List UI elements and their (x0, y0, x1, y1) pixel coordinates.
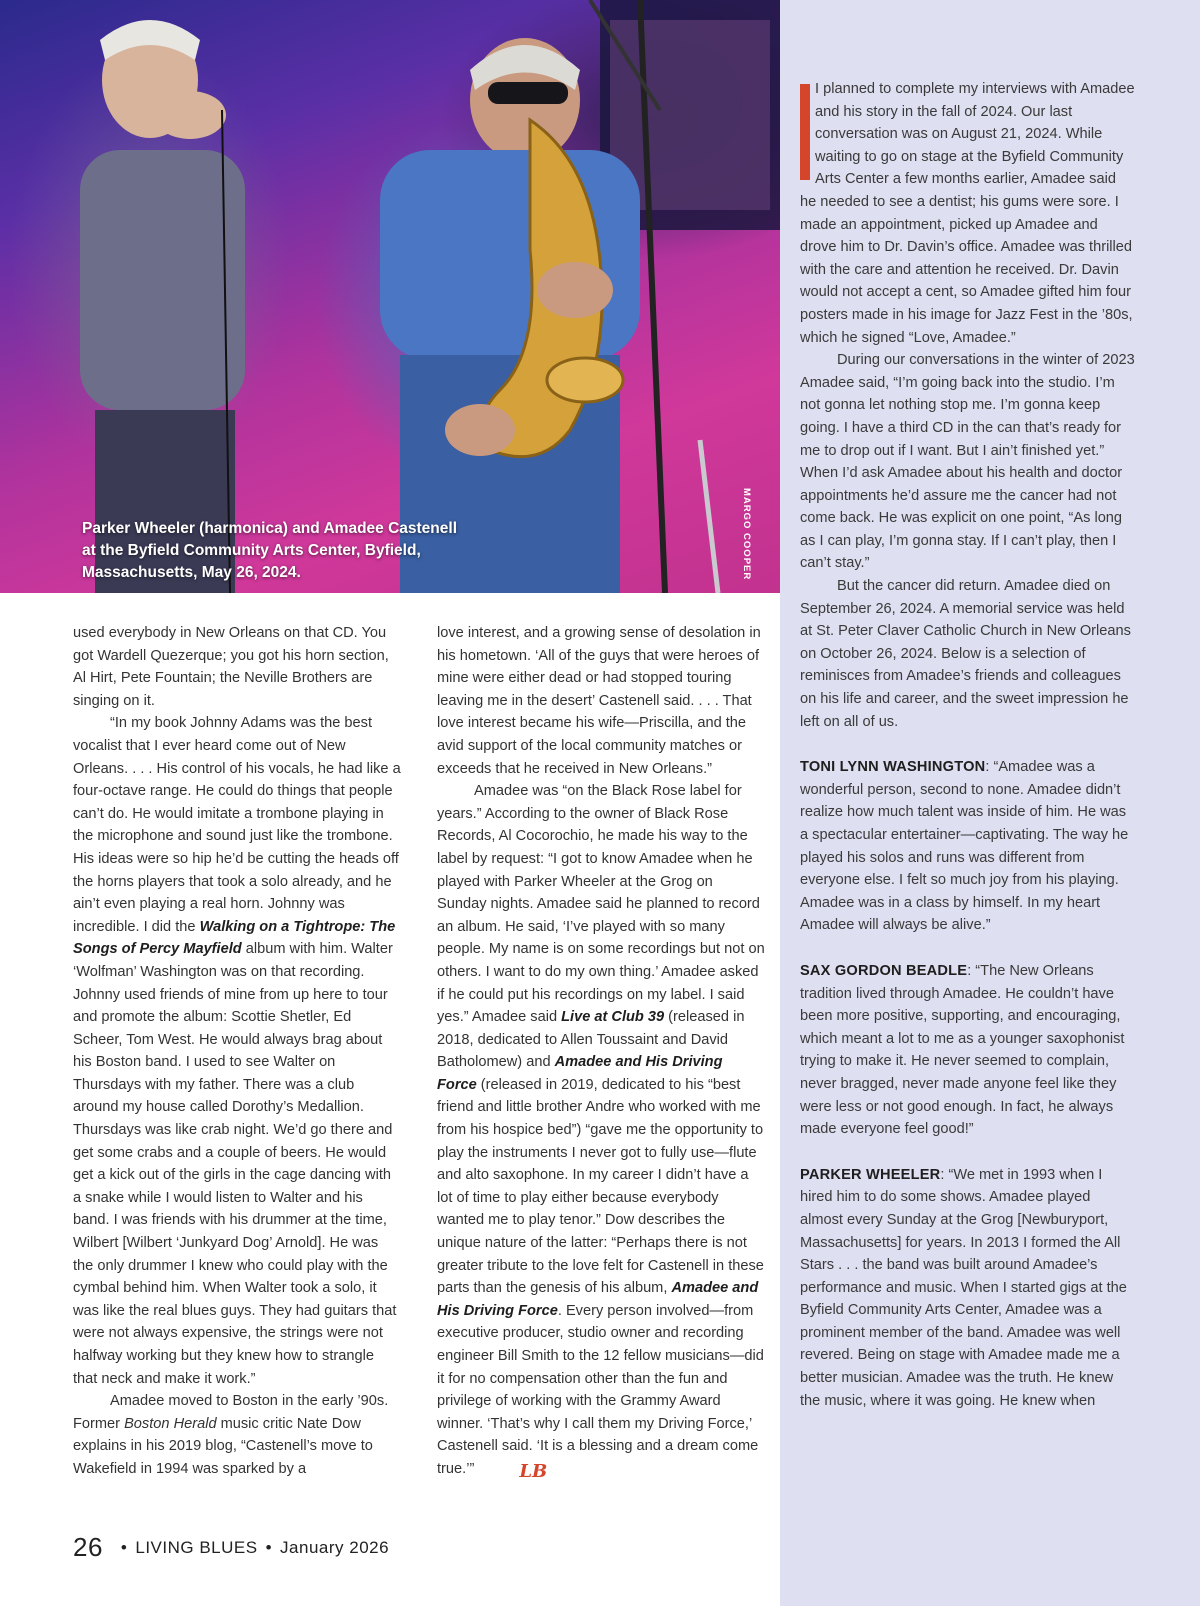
col2-p2-text-c: (released in 2019, dedicated to his “best friend and little brother Andre who worked with me from his hospice bed”) “gave me the opportunity to play the instruments I never got to fully use—flute and alto saxophone. In my career I didn’t have a lot of time to play either because everybody wanted me to play tenor.” Dow describes the unique nature of the latter: “Perhaps there is not greater tribute to the love felt for Castenell in these parts than the genesis of his album, (437, 1076, 764, 1297)
concert-photo (0, 0, 780, 593)
page-number: 26 (73, 1532, 103, 1562)
sidebar-text (800, 78, 1135, 1412)
page-footer (73, 1532, 389, 1563)
photo-illustration (0, 0, 780, 593)
quote-name: PARKER WHEELER (800, 1166, 941, 1183)
sidebar-paragraph-3: But the cancer did return. Amadee died on September 26, 2024. A memorial service was held at St. Peter Claver Catholic Church in New Orleans on October 26, 2024. Below is a selection of reminisces from Amadee’s friends and colleagues on his life and career, and the sweet impression he left on all of us. (800, 578, 1131, 730)
bullet-separator: • (120, 1538, 128, 1557)
album-title-walking-on-a-tightrope: Walking on a Tightrope: The Songs of Percy Mayfield (73, 918, 396, 958)
publication-boston-herald: Boston Herald (124, 1415, 217, 1432)
article-column-1 (73, 622, 401, 1481)
quote-text: : “Amadee was a wonderful person, second to none. Amadee didn’t realize how much talent was inside of him. He was a spectacular entertainer—captivating. The way he played his solos and runs was different from everyone else. I felt so much joy from his playing. Amadee was in a class by himself. In my heart Amadee will always be alive.” (800, 759, 1129, 934)
col1-paragraph-3 (73, 1390, 401, 1480)
magazine-name: LIVING BLUES (135, 1538, 258, 1557)
photo-caption: Parker Wheeler (harmonica) and Amadee Castenell at the Byfield Community Arts Center, Byfield, Massachusetts, May 26, 2024. (82, 520, 458, 581)
article-column-2 (437, 622, 765, 1484)
col2-p2-text-b: (released in 2018, dedicated to Allen Toussaint and David Batholomew) and (437, 1009, 745, 1071)
col2-paragraph-2 (437, 780, 765, 1483)
bullet-separator: • (265, 1538, 273, 1557)
col1-p3-text-b: music critic Nate Dow explains in his 2019 blog, “Castenell’s move to Wakefield in 1994 was sparked by a (73, 1415, 373, 1477)
col2-paragraph-1: love interest, and a growing sense of desolation in his hometown. ‘All of the guys that were heroes of mine were either dead or had stopped touring leaving me in the desert’ Castenell said. . . . That love interest became his wife—Priscilla, and the avid support of the local community matches or exceeds that he received in New Orleans.” (437, 625, 761, 777)
sidebar-paragraph-2: During our conversations in the winter of 2023 Amadee said, “I’m going back into the studio. I’m not gonna let nothing stop me. I’m gonna keep going. I have a third CD in the can that’s ready for me to drop out if I want. But I ain’t finished yet.” When I’d ask Amadee about his health and doctor appointments he’d assure me the cancer had not come back. He was explicit on one point, “As long as I can play, I’m gonna stay. If I can’t play, then I can’t stay.” (800, 352, 1135, 572)
sidebar-panel (780, 0, 1200, 1606)
col1-p2-text-b: album with him. Walter ‘Wolfman’ Washington was on that recording. Johnny used friends of mine from up here to tour and promote the album: Scottie Shetler, Ed Scheer, Tom West. He would always brag about his Boston band. I used to see Walter on Thursdays with my father. There was a club around my house called Dorothy’s Medallion. Thursdays was like crab night. We’d go there and get some crabs and a couple of beers. He would get a kick out of the girls in the cage dancing with a snake while I would listen to Walter and his band. I was friends with his drummer at the time, Wilbert [Wilbert ‘Junkyard Dog’ Arnold]. He was the only drummer I knew who could play with the cymbal behind him. When Walter took a solo, it was like the real blues guys. They had guitars that were not always expensive, the strings were not halfway working but they knew how to strangle that neck and make it work.” (73, 941, 397, 1387)
quote-text: : “The New Orleans tradition lived through Amadee. He couldn’t have been more positive, supporting, and encouraging, which meant a lot to me as a younger saxophonist trying to make it. He never seemed to complain, never bragged, never made anyone feel like they were less or not good enough. In fact, he always made everyone feel good!” (800, 962, 1125, 1138)
col1-p2-text-a: “In my book Johnny Adams was the best vocalist that I ever heard come out of New Orleans. . . . His control of his vocals, he had like a four-octave range. He could do things that people can’t do. He would imitate a trombone playing in the microphone and sound just like the trombone. His ideas were so hip he’d be cutting the heads off the horns players that took a solo already, and he ain’t even playing a real horn. Johnny was incredible. I did the (73, 715, 401, 935)
quote-toni-lynn-washington (800, 756, 1135, 937)
drop-cap-bar (800, 84, 810, 180)
quote-text: : “We met in 1993 when I hired him to do some shows. Amadee played almost every Sunday at the Grog [Newburyport, Massachusetts] for years. In 2013 I formed the All Stars . . . the band was built around Amadee’s performance and music. When I started gigs at the Byfield Community Arts Center, Amadee was a prominent member of the band. Amadee was well revered. Being on stage with Amadee made me a better musician. Amadee was the truth. He knew the music, where it was going. He knew when (800, 1166, 1127, 1409)
quote-name: SAX GORDON BEADLE (800, 962, 968, 979)
col2-p2-text-a: Amadee was “on the Black Rose label for years.” According to the owner of Black Rose Records, Al Cocorochio, he made his way to the label by request: “I got to know Amadee when he played with Parker Wheeler at the Grog on Sunday nights. Amadee said he planned to record an album. He said, ‘I’ve played with so many people. My name is on some recordings but not on others. I want to do my own thing.’ Amadee asked if he could put his recordings on my label. I said yes.” Amadee said (437, 783, 765, 1026)
issue-date: January 2026 (280, 1538, 390, 1557)
col1-paragraph-2 (73, 712, 401, 1390)
col2-p2-text-d: . Every person involved—from executive producer, studio owner and recording engineer Bill Smith to the 12 fellow musicians—did it for no compensation other than the fun and privilege of working with the Grammy Award winner. ‘That’s why I call them my Driving Force,’ Castenell said. ‘It is a blessing and a dream come true.’” (437, 1302, 764, 1477)
sidebar-paragraph-1: I planned to complete my interviews with Amadee and his story in the fall of 2024. Our last conversation was on August 21, 2024. While waiting to go on stage at the Byfield Community Arts Center a few months earlier, Amadee said he needed to see a dentist; his gums were sore. I made an appointment, picked up Amadee and drove him to Dr. Davin’s office. Amadee was thrilled with the care and attention he received. Dr. Davin would not accept a cent, so Amadee gifted him four posters made in his image for Jazz Fest in the ’80s, which he signed “Love, Amadee.” (800, 81, 1135, 346)
quote-name: TONI LYNN WASHINGTON (800, 759, 986, 776)
photo-credit: MARGO COOPER (741, 488, 752, 581)
col1-p3-text-a: Amadee moved to Boston in the early ’90s. Former (73, 1393, 389, 1432)
living-blues-end-mark-icon: LB (519, 1460, 548, 1482)
album-title-live-at-club-39: Live at Club 39 (561, 1009, 665, 1026)
col1-paragraph-1: used everybody in New Orleans on that CD. You got Wardell Quezerque; you got his horn section, Al Hirt, Pete Fountain; the Neville Brothers are singing on it. (73, 625, 389, 709)
quote-parker-wheeler (800, 1164, 1135, 1413)
album-title-driving-force-2: Amadee and His Driving Force (437, 1280, 759, 1319)
album-title-driving-force: Amadee and His Driving Force (437, 1054, 723, 1093)
quote-sax-gordon-beadle (800, 960, 1135, 1141)
